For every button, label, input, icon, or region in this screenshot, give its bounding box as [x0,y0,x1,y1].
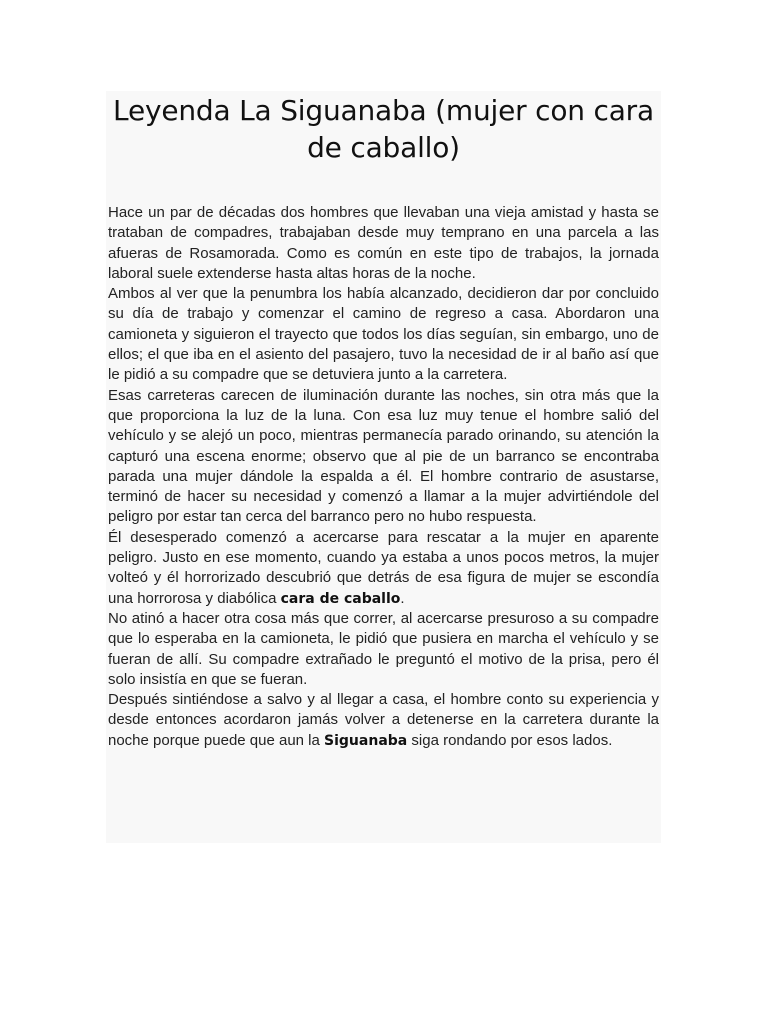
paragraph-4-end: . [400,589,405,607]
bold-phrase-cara-de-caballo: cara de caballo [280,590,401,607]
paragraph-6 [108,690,659,751]
paragraph-1: Hace un par de décadas dos hombres que llevaban una vieja amistad y hasta se trataban de compadres, trabajaban desde muy temprano en una parcela a las afueras de Rosamorada. Como es común en este tipo de trabajos, la jornada laboral suele extenderse hasta altas horas de la noche. [108,204,659,282]
paragraph-4-text: Él desesperado comenzó a acercarse para rescatar a la mujer en aparente peligro. Justo en ese momento, cuando ya estaba a unos pocos metros, la mujer volteó y él horrorizado descubrió que detrás de esa figura de mujer se escondía una horrorosa y diabólica [108,528,659,607]
paragraph-4 [108,528,659,609]
paragraph-6-end: siga rondando por esos lados. [407,731,613,749]
bold-word-siguanaba: Siguanaba [324,732,408,749]
paragraph-6-text: Después sintiéndose a salvo y al llegar a casa, el hombre conto su experiencia y desde entonces acordaron jamás volver a detenerse en la carretera durante la noche porque puede que aun la [108,691,659,749]
paragraph-3: Esas carreteras carecen de iluminación durante las noches, sin otra más que la que proporciona la luz de la luna. Con esa luz muy tenue el hombre salió del vehículo y se alejó un poco, mientras permanecía parado orinando, su atención la capturó una escena enorme; observo que al pie de un barranco se encontraba parada una mujer dándole la espalda a él. El hombre contrario de asustarse, terminó de hacer su necesidad y comenzó a llamar a la mujer advirtiéndole del peligro por estar tan cerca del barranco pero no hubo respuesta. [108,386,659,526]
paragraph-5: No atinó a hacer otra cosa más que correr, al acercarse presuroso a su compadre que lo esperaba en la camioneta, le pidió que pusiera en marcha el vehículo y se fueran de allí. Su compadre extrañado le preguntó el motivo de la prisa, pero él solo insistía en que se fueran. [108,609,659,688]
document-title: Leyenda La Siguanaba (mujer con cara de caballo) [113,94,654,164]
article-block [106,91,661,843]
paragraph-2: Ambos al ver que la penumbra los había alcanzado, decidieron dar por concluido su día de trabajo y comenzar el camino de regreso a casa. Abordaron una camioneta y siguieron el trayecto que todos los días seguían, sin embargo, uno de ellos; el que iba en el asiento del pasajero, tuvo la necesidad de ir al baño así que le pidió a su compadre que se detuviera junto a la carretera. [108,285,659,384]
article-body [108,203,659,751]
